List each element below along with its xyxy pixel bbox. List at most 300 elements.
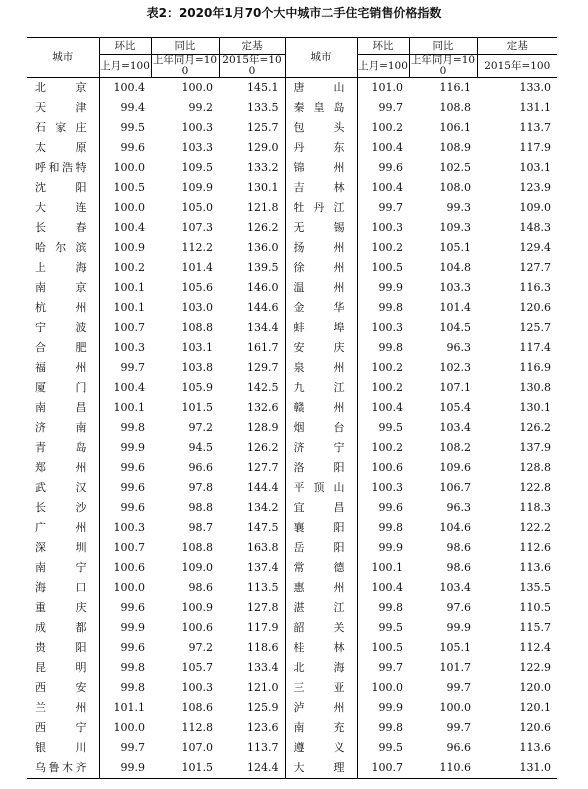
cell-city-right: 济宁 xyxy=(285,438,357,458)
cell-city-right: 遵义 xyxy=(285,738,357,758)
cell-base-left: 133.4 xyxy=(219,658,285,678)
cell-base-right: 133.0 xyxy=(519,81,551,94)
cell-city-right: 徐州 xyxy=(285,258,357,278)
cell-city-left: 杭州 xyxy=(27,298,99,318)
cell-base-right: 112.4 xyxy=(519,641,551,654)
header-mom-sub-right: 上月=100 xyxy=(357,55,409,78)
cell-yoy-left: 112.8 xyxy=(181,721,213,734)
cell-base-left: 126.2 xyxy=(219,438,285,458)
cell-city-left: 大连 xyxy=(27,198,99,218)
cell-mom-right: 100.2 xyxy=(371,121,403,134)
cell-city-left: 北京 xyxy=(27,78,99,99)
table-row xyxy=(27,118,557,138)
cell-city-right: 丹东 xyxy=(285,138,357,158)
cell-yoy-left: 109.9 xyxy=(181,181,213,194)
cell-yoy-left: 97.2 xyxy=(188,421,213,434)
table-row xyxy=(27,758,557,779)
cell-base-left: 144.6 xyxy=(219,298,285,318)
header-city-right: 城市 xyxy=(285,38,357,78)
cell-yoy-left: 107.0 xyxy=(181,741,213,754)
header-base-sub-right: 2015年=100 xyxy=(477,55,557,78)
cell-mom-left: 99.9 xyxy=(99,758,151,779)
cell-city-left: 宁波 xyxy=(27,318,99,338)
cell-base-left: 124.4 xyxy=(219,758,285,779)
cell-mom-right: 100.3 xyxy=(371,221,403,234)
cell-city-left: 南宁 xyxy=(27,558,99,578)
cell-mom-right: 99.6 xyxy=(378,501,403,514)
cell-yoy-left: 101.5 xyxy=(151,758,219,779)
cell-mom-left: 99.6 xyxy=(120,141,145,154)
table-row xyxy=(27,318,557,338)
table-row xyxy=(27,678,557,698)
cell-mom-left: 99.8 xyxy=(120,661,145,674)
cell-city-left: 郑州 xyxy=(27,458,99,478)
cell-yoy-right: 98.6 xyxy=(446,561,471,574)
table-row xyxy=(27,458,557,478)
cell-yoy-left: 96.6 xyxy=(188,461,213,474)
cell-mom-left: 100.1 xyxy=(113,401,145,414)
cell-mom-left: 100.7 xyxy=(113,321,145,334)
cell-mom-right: 100.4 xyxy=(371,141,403,154)
cell-mom-right: 101.0 xyxy=(371,81,403,94)
cell-mom-left: 100.1 xyxy=(113,281,145,294)
cell-base-right: 148.3 xyxy=(519,221,551,234)
cell-city-right: 唐山 xyxy=(285,78,357,99)
cell-mom-right: 100.1 xyxy=(371,561,403,574)
cell-mom-left: 99.7 xyxy=(120,361,145,374)
cell-base-right: 130.8 xyxy=(519,381,551,394)
cell-yoy-right: 103.4 xyxy=(439,581,471,594)
cell-city-left: 广州 xyxy=(27,518,99,538)
table-row xyxy=(27,718,557,738)
table-row xyxy=(27,378,557,398)
cell-yoy-right: 103.4 xyxy=(439,421,471,434)
table-row xyxy=(27,98,557,118)
table-row xyxy=(27,278,557,298)
cell-base-right: 110.5 xyxy=(519,601,551,614)
cell-yoy-left: 107.3 xyxy=(181,221,213,234)
cell-yoy-left: 98.6 xyxy=(188,581,213,594)
cell-base-right: 117.9 xyxy=(519,141,551,154)
cell-yoy-right: 107.1 xyxy=(439,381,471,394)
cell-mom-right: 100.0 xyxy=(371,681,403,694)
cell-base-left: 123.6 xyxy=(219,718,285,738)
cell-base-right: 123.9 xyxy=(519,181,551,194)
table-row xyxy=(27,138,557,158)
cell-mom-left: 100.0 xyxy=(113,581,145,594)
cell-city-left: 乌鲁木齐 xyxy=(27,758,99,779)
table-row xyxy=(27,738,557,758)
cell-mom-left: 99.6 xyxy=(120,641,145,654)
cell-mom-left: 99.9 xyxy=(120,441,145,454)
table-row xyxy=(27,78,557,99)
cell-yoy-left: 105.6 xyxy=(181,281,213,294)
cell-city-left: 武汉 xyxy=(27,478,99,498)
cell-base-left: 146.0 xyxy=(219,278,285,298)
cell-base-right: 130.1 xyxy=(519,401,551,414)
cell-city-left: 福州 xyxy=(27,358,99,378)
cell-mom-left: 99.8 xyxy=(120,681,145,694)
cell-yoy-right: 106.1 xyxy=(439,121,471,134)
cell-base-right: 120.1 xyxy=(519,701,551,714)
cell-base-right: 131.1 xyxy=(519,101,551,114)
cell-city-right: 平顶山 xyxy=(285,478,357,498)
cell-yoy-left: 101.4 xyxy=(181,261,213,274)
cell-mom-left: 99.6 xyxy=(120,481,145,494)
cell-yoy-left: 99.2 xyxy=(188,101,213,114)
table-row xyxy=(27,618,557,638)
cell-mom-left: 100.4 xyxy=(113,381,145,394)
cell-base-left: 121.8 xyxy=(219,198,285,218)
table-row xyxy=(27,698,557,718)
cell-base-right: 137.9 xyxy=(519,441,551,454)
cell-yoy-left: 112.2 xyxy=(181,241,213,254)
cell-yoy-right: 99.3 xyxy=(446,201,471,214)
cell-mom-right: 100.2 xyxy=(371,381,403,394)
cell-mom-left: 100.4 xyxy=(113,81,145,94)
cell-yoy-right: 99.7 xyxy=(446,681,471,694)
cell-city-right: 温州 xyxy=(285,278,357,298)
cell-yoy-right: 110.6 xyxy=(409,758,477,779)
table-row xyxy=(27,198,557,218)
cell-city-right: 泸州 xyxy=(285,698,357,718)
table-row xyxy=(27,478,557,498)
table-row xyxy=(27,398,557,418)
cell-mom-right: 99.5 xyxy=(378,621,403,634)
cell-mom-left: 99.9 xyxy=(120,621,145,634)
table-row xyxy=(27,438,557,458)
table-title: 表2：2020年1月70个大中城市二手住宅销售价格指数 xyxy=(146,6,442,20)
cell-mom-right: 99.8 xyxy=(378,721,403,734)
cell-yoy-right: 104.5 xyxy=(439,321,471,334)
cell-mom-left: 99.6 xyxy=(120,461,145,474)
cell-city-left: 厦门 xyxy=(27,378,99,398)
cell-city-right: 包头 xyxy=(285,118,357,138)
cell-yoy-right: 102.5 xyxy=(439,161,471,174)
cell-yoy-left: 98.8 xyxy=(188,501,213,514)
header-mom-right: 环比 xyxy=(357,38,409,55)
cell-city-left: 青岛 xyxy=(27,438,99,458)
cell-base-right: 120.6 xyxy=(519,301,551,314)
cell-city-right: 宜昌 xyxy=(285,498,357,518)
cell-city-right: 金华 xyxy=(285,298,357,318)
cell-yoy-right: 108.0 xyxy=(439,181,471,194)
table-row xyxy=(27,358,557,378)
cell-yoy-left: 97.8 xyxy=(188,481,213,494)
cell-base-right: 131.0 xyxy=(477,758,557,779)
cell-city-left: 长春 xyxy=(27,218,99,238)
cell-base-right: 126.2 xyxy=(519,421,551,434)
cell-yoy-left: 100.3 xyxy=(181,121,213,134)
cell-yoy-left: 100.3 xyxy=(181,681,213,694)
table-row xyxy=(27,218,557,238)
cell-city-right: 赣州 xyxy=(285,398,357,418)
cell-city-right: 安庆 xyxy=(285,338,357,358)
cell-base-right: 113.7 xyxy=(519,121,551,134)
table-row xyxy=(27,638,557,658)
cell-city-left: 太原 xyxy=(27,138,99,158)
cell-mom-right: 99.8 xyxy=(378,521,403,534)
cell-yoy-left: 109.0 xyxy=(181,561,213,574)
cell-yoy-left: 103.1 xyxy=(181,341,213,354)
cell-base-right: 127.7 xyxy=(519,261,551,274)
cell-yoy-right: 109.6 xyxy=(439,461,471,474)
table-row xyxy=(27,418,557,438)
cell-yoy-left: 109.5 xyxy=(181,161,213,174)
cell-city-right: 岳阳 xyxy=(285,538,357,558)
cell-yoy-left: 108.6 xyxy=(181,701,213,714)
cell-mom-right: 99.6 xyxy=(378,161,403,174)
cell-yoy-left: 100.6 xyxy=(181,621,213,634)
header-yoy-right: 同比 xyxy=(409,38,477,55)
cell-base-right: 128.8 xyxy=(519,461,551,474)
cell-base-right: 120.0 xyxy=(519,681,551,694)
cell-yoy-left: 105.0 xyxy=(181,201,213,214)
cell-base-left: 130.1 xyxy=(219,178,285,198)
cell-base-left: 163.8 xyxy=(219,538,285,558)
cell-mom-right: 99.8 xyxy=(378,301,403,314)
table-body xyxy=(27,78,557,779)
cell-base-left: 113.7 xyxy=(219,738,285,758)
cell-yoy-right: 106.7 xyxy=(439,481,471,494)
cell-mom-right: 100.7 xyxy=(357,758,409,779)
cell-city-right: 无锡 xyxy=(285,218,357,238)
cell-mom-left: 99.6 xyxy=(120,501,145,514)
cell-city-right: 大理 xyxy=(285,758,357,779)
header-city-left: 城市 xyxy=(27,38,99,78)
price-index-table xyxy=(27,37,557,779)
cell-mom-right: 100.5 xyxy=(371,641,403,654)
header-yoy-left: 同比 xyxy=(151,38,219,55)
cell-yoy-left: 105.7 xyxy=(181,661,213,674)
header-base-sub-left: 2015年=100 xyxy=(219,55,285,78)
cell-mom-right: 99.9 xyxy=(378,281,403,294)
cell-base-left: 142.5 xyxy=(219,378,285,398)
cell-city-right: 烟台 xyxy=(285,418,357,438)
table-row xyxy=(27,178,557,198)
cell-base-left: 137.4 xyxy=(219,558,285,578)
cell-city-right: 泉州 xyxy=(285,358,357,378)
cell-city-right: 南充 xyxy=(285,718,357,738)
cell-mom-left: 100.4 xyxy=(113,221,145,234)
cell-base-left: 161.7 xyxy=(219,338,285,358)
cell-base-left: 134.4 xyxy=(219,318,285,338)
cell-city-right: 九江 xyxy=(285,378,357,398)
cell-city-left: 兰州 xyxy=(27,698,99,718)
cell-yoy-right: 108.2 xyxy=(439,441,471,454)
cell-base-right: 118.3 xyxy=(519,501,551,514)
cell-base-right: 117.4 xyxy=(519,341,551,354)
table-row xyxy=(27,558,557,578)
cell-base-right: 112.6 xyxy=(519,541,551,554)
cell-base-left: 144.4 xyxy=(219,478,285,498)
cell-yoy-left: 98.7 xyxy=(188,521,213,534)
header-base-left: 定基 xyxy=(219,38,285,55)
cell-yoy-right: 100.0 xyxy=(439,701,471,714)
table-row xyxy=(27,298,557,318)
cell-base-left: 125.7 xyxy=(219,118,285,138)
cell-yoy-left: 103.0 xyxy=(181,301,213,314)
cell-mom-right: 99.5 xyxy=(378,421,403,434)
cell-mom-left: 100.0 xyxy=(113,201,145,214)
cell-base-right: 120.6 xyxy=(519,721,551,734)
cell-base-right: 122.8 xyxy=(519,481,551,494)
cell-yoy-right: 105.1 xyxy=(439,241,471,254)
cell-mom-left: 99.4 xyxy=(120,101,145,114)
cell-yoy-right: 104.6 xyxy=(439,521,471,534)
cell-mom-right: 99.9 xyxy=(378,701,403,714)
cell-mom-left: 99.8 xyxy=(120,421,145,434)
cell-mom-left: 100.2 xyxy=(113,261,145,274)
cell-yoy-right: 105.4 xyxy=(439,401,471,414)
cell-yoy-left: 94.5 xyxy=(188,441,213,454)
cell-base-right: 122.9 xyxy=(519,661,551,674)
cell-mom-right: 99.8 xyxy=(378,341,403,354)
cell-yoy-left: 108.8 xyxy=(181,541,213,554)
cell-city-left: 沈阳 xyxy=(27,178,99,198)
cell-mom-right: 99.7 xyxy=(378,201,403,214)
cell-yoy-left: 100.9 xyxy=(181,601,213,614)
table-row xyxy=(27,238,557,258)
cell-yoy-right: 116.1 xyxy=(439,81,471,94)
cell-mom-left: 99.6 xyxy=(120,601,145,614)
cell-base-right: 103.1 xyxy=(519,161,551,174)
cell-city-right: 桂林 xyxy=(285,638,357,658)
cell-city-right: 吉林 xyxy=(285,178,357,198)
cell-city-left: 呼和浩特 xyxy=(27,158,99,178)
cell-yoy-left: 101.5 xyxy=(181,401,213,414)
cell-mom-right: 99.7 xyxy=(378,101,403,114)
cell-base-left: 118.6 xyxy=(219,638,285,658)
table-row xyxy=(27,658,557,678)
table-row xyxy=(27,258,557,278)
cell-yoy-right: 108.8 xyxy=(439,101,471,114)
cell-yoy-left: 108.8 xyxy=(181,321,213,334)
cell-city-left: 南昌 xyxy=(27,398,99,418)
cell-yoy-left: 97.2 xyxy=(188,641,213,654)
cell-city-right: 湛江 xyxy=(285,598,357,618)
cell-mom-left: 100.1 xyxy=(113,301,145,314)
cell-yoy-right: 101.4 xyxy=(439,301,471,314)
cell-yoy-left: 103.8 xyxy=(181,361,213,374)
cell-mom-right: 99.5 xyxy=(378,741,403,754)
cell-base-left: 129.7 xyxy=(219,358,285,378)
cell-city-left: 昆明 xyxy=(27,658,99,678)
cell-city-right: 常德 xyxy=(285,558,357,578)
cell-base-left: 113.5 xyxy=(219,578,285,598)
cell-city-right: 蚌埠 xyxy=(285,318,357,338)
cell-city-left: 济南 xyxy=(27,418,99,438)
cell-mom-right: 100.3 xyxy=(371,481,403,494)
table-row xyxy=(27,338,557,358)
cell-yoy-right: 102.3 xyxy=(439,361,471,374)
cell-base-right: 109.0 xyxy=(519,201,551,214)
cell-city-right: 三亚 xyxy=(285,678,357,698)
header-mom-left: 环比 xyxy=(99,38,151,55)
cell-city-right: 牡丹江 xyxy=(285,198,357,218)
cell-yoy-right: 101.7 xyxy=(439,661,471,674)
cell-base-left: 145.1 xyxy=(219,78,285,99)
cell-city-right: 洛阳 xyxy=(285,458,357,478)
cell-mom-right: 100.4 xyxy=(371,581,403,594)
cell-yoy-right: 96.3 xyxy=(446,341,471,354)
cell-mom-right: 99.8 xyxy=(378,601,403,614)
cell-base-right: 113.6 xyxy=(519,561,551,574)
cell-city-right: 北海 xyxy=(285,658,357,678)
table-row xyxy=(27,538,557,558)
cell-mom-left: 100.0 xyxy=(113,721,145,734)
header-base-right: 定基 xyxy=(477,38,557,55)
cell-city-left: 石家庄 xyxy=(27,118,99,138)
cell-city-left: 哈尔滨 xyxy=(27,238,99,258)
cell-yoy-right: 99.7 xyxy=(446,721,471,734)
cell-base-left: 133.2 xyxy=(219,158,285,178)
cell-yoy-right: 99.9 xyxy=(446,621,471,634)
cell-base-left: 127.8 xyxy=(219,598,285,618)
cell-city-left: 西宁 xyxy=(27,718,99,738)
cell-city-right: 惠州 xyxy=(285,578,357,598)
cell-mom-left: 100.3 xyxy=(113,341,145,354)
cell-yoy-right: 105.1 xyxy=(439,641,471,654)
cell-mom-left: 100.9 xyxy=(113,241,145,254)
cell-mom-right: 99.7 xyxy=(378,661,403,674)
cell-base-right: 116.3 xyxy=(519,281,551,294)
cell-base-left: 129.0 xyxy=(219,138,285,158)
table-row xyxy=(27,158,557,178)
table-row xyxy=(27,498,557,518)
cell-city-right: 扬州 xyxy=(285,238,357,258)
cell-mom-left: 100.0 xyxy=(113,161,145,174)
cell-base-left: 125.9 xyxy=(219,698,285,718)
cell-base-right: 115.7 xyxy=(519,621,551,634)
cell-city-left: 上海 xyxy=(27,258,99,278)
cell-city-left: 海口 xyxy=(27,578,99,598)
cell-mom-right: 100.5 xyxy=(371,261,403,274)
cell-base-right: 113.6 xyxy=(519,741,551,754)
cell-base-left: 127.7 xyxy=(219,458,285,478)
cell-yoy-left: 105.9 xyxy=(181,381,213,394)
cell-base-left: 128.9 xyxy=(219,418,285,438)
cell-base-left: 133.5 xyxy=(219,98,285,118)
cell-city-right: 韶关 xyxy=(285,618,357,638)
cell-yoy-right: 109.3 xyxy=(439,221,471,234)
table-row xyxy=(27,518,557,538)
cell-mom-left: 99.5 xyxy=(120,121,145,134)
cell-base-left: 126.2 xyxy=(219,218,285,238)
cell-base-right: 116.9 xyxy=(519,361,551,374)
table-row xyxy=(27,578,557,598)
cell-base-left: 136.0 xyxy=(219,238,285,258)
cell-mom-left: 100.5 xyxy=(113,181,145,194)
cell-mom-right: 100.6 xyxy=(371,461,403,474)
cell-base-left: 117.9 xyxy=(219,618,285,638)
cell-yoy-right: 103.3 xyxy=(439,281,471,294)
cell-mom-left: 100.6 xyxy=(113,561,145,574)
table-row xyxy=(27,598,557,618)
cell-yoy-right: 108.9 xyxy=(439,141,471,154)
cell-mom-left: 100.7 xyxy=(113,541,145,554)
cell-mom-right: 100.2 xyxy=(371,361,403,374)
cell-mom-right: 100.3 xyxy=(371,321,403,334)
cell-mom-right: 100.2 xyxy=(371,241,403,254)
cell-base-right: 125.7 xyxy=(519,321,551,334)
header-yoy-sub-left: 上年同月=100 xyxy=(152,54,218,77)
cell-city-left: 深圳 xyxy=(27,538,99,558)
cell-base-right: 129.4 xyxy=(519,241,551,254)
cell-mom-right: 99.9 xyxy=(378,541,403,554)
cell-mom-left: 99.7 xyxy=(120,741,145,754)
cell-mom-left: 100.3 xyxy=(113,521,145,534)
